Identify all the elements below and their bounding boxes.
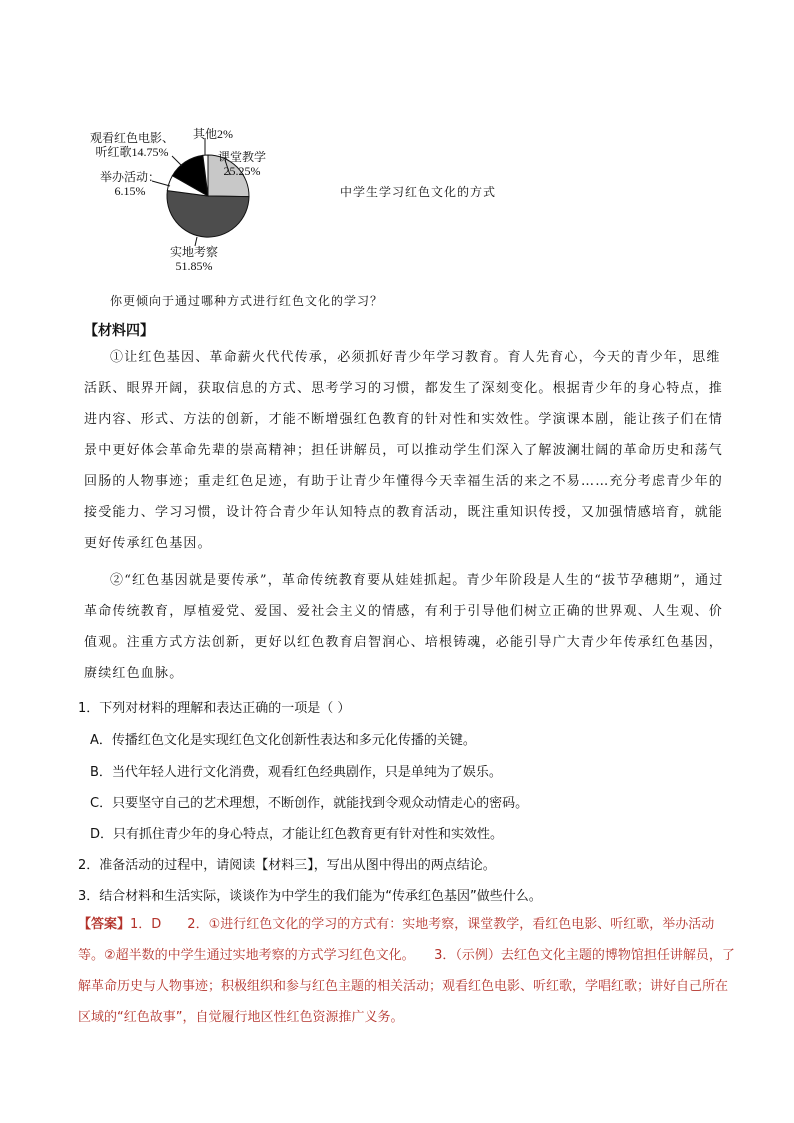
answer-tag: 【答案】 [78, 917, 131, 932]
question-3: 3．结合材料和生活实际，谈谈作为中学生的我们能为“传承红色基因”做些什么。 [78, 889, 542, 904]
answer-block [78, 909, 738, 1033]
question-1: 1．下列对材料的理解和表达正确的一项是（ ） [78, 701, 351, 716]
option-d: D．只有抓住青少年的身心特点，才能让红色教育更有针对性和实效性。 [90, 827, 504, 842]
question-2: 2．准备活动的过程中，请阅读【材料三】，写出从图中得出的两点结论。 [78, 858, 496, 873]
paragraph-1: ①让红色基因、革命薪火代代传承，必须抓好青少年学习教育。育人先育心，今天的青少年，思维活跃、眼界开阔，获取信息的方式、思考学习的习惯，都发生了深刻变化。根据青少年的身心特点，推进内容、形式、方法的创新，才能不断增强红色教育的针对性和实效性。学演课本剧，能让孩子们在情景中更好体会革命先辈的崇高精神；担任讲解员，可以推动学生们深入了解波澜壮阔的革命历史和荡气回肠的人物事迹；重走红色足迹，有助于让青少年懂得今天幸福生活的来之不易……充分考虑青少年的接受能力、学习习惯，设计符合青少年认知特点的教育活动，既注重知识传授，又加强情感培育，就能更好传承红色基因。 [84, 350, 724, 551]
pie-label-3: 观看红色电影、 听红歌14.75% [90, 131, 175, 159]
paragraph-2: ②“红色基因就是要传承”，革命传统教育要从娃娃抓起。青少年阶段是人生的“拔节孕穗期”，通过革命传统教育，厚植爱党、爱国、爱社会主义的情感，有利于引导他们树立正确的世界观、人生观、价值观。注重方式方法创新，更好以红色教育启智润心、培根铸魂，必能引导广大青少年传承红色基因，赓续红色血脉。 [84, 573, 724, 681]
chart-title: 中学生学习红色文化的方式 [340, 185, 497, 199]
pie-label-0: 课堂教学 25.25% [218, 150, 267, 178]
option-c: C．只要坚守自己的艺术理想，不断创作，就能找到令观众动情走心的密码。 [90, 796, 529, 811]
pie-label-4: 其他2% [193, 127, 233, 141]
chart-question: 你更倾向于通过哪种方式进行红色文化的学习？ [110, 294, 384, 308]
pie-slice-1 [167, 191, 249, 237]
answer-text: 1．D 2．①进行红色文化的学习的方式有：实地考察，课堂教学，看红色电影、听红歌，举办活动等。②超半数的中学生通过实地考察的方式学习红色文化。 3．（示例）去红色文化主题的博物馆担任讲解员，了解革命历史与人物事迹；积极组织和参与红色主题的相关活动；观看红色电影、听红歌，学唱红歌；讲好自己所在区域的“红色故事”，自觉履行地区性红色资源推广义务。 [78, 917, 735, 1025]
pie-label-1: 实地考察 51.85% [170, 245, 219, 273]
pie-label-2: 举办活动： 6.15% [100, 170, 161, 198]
option-a: A．传播红色文化是实现红色文化创新性表达和多元化传播的关键。 [90, 733, 476, 748]
option-b: B．当代年轻人进行文化消费，观看红色经典剧作，只是单纯为了娱乐。 [90, 765, 502, 780]
material-heading: 【材料四】 [84, 323, 154, 339]
